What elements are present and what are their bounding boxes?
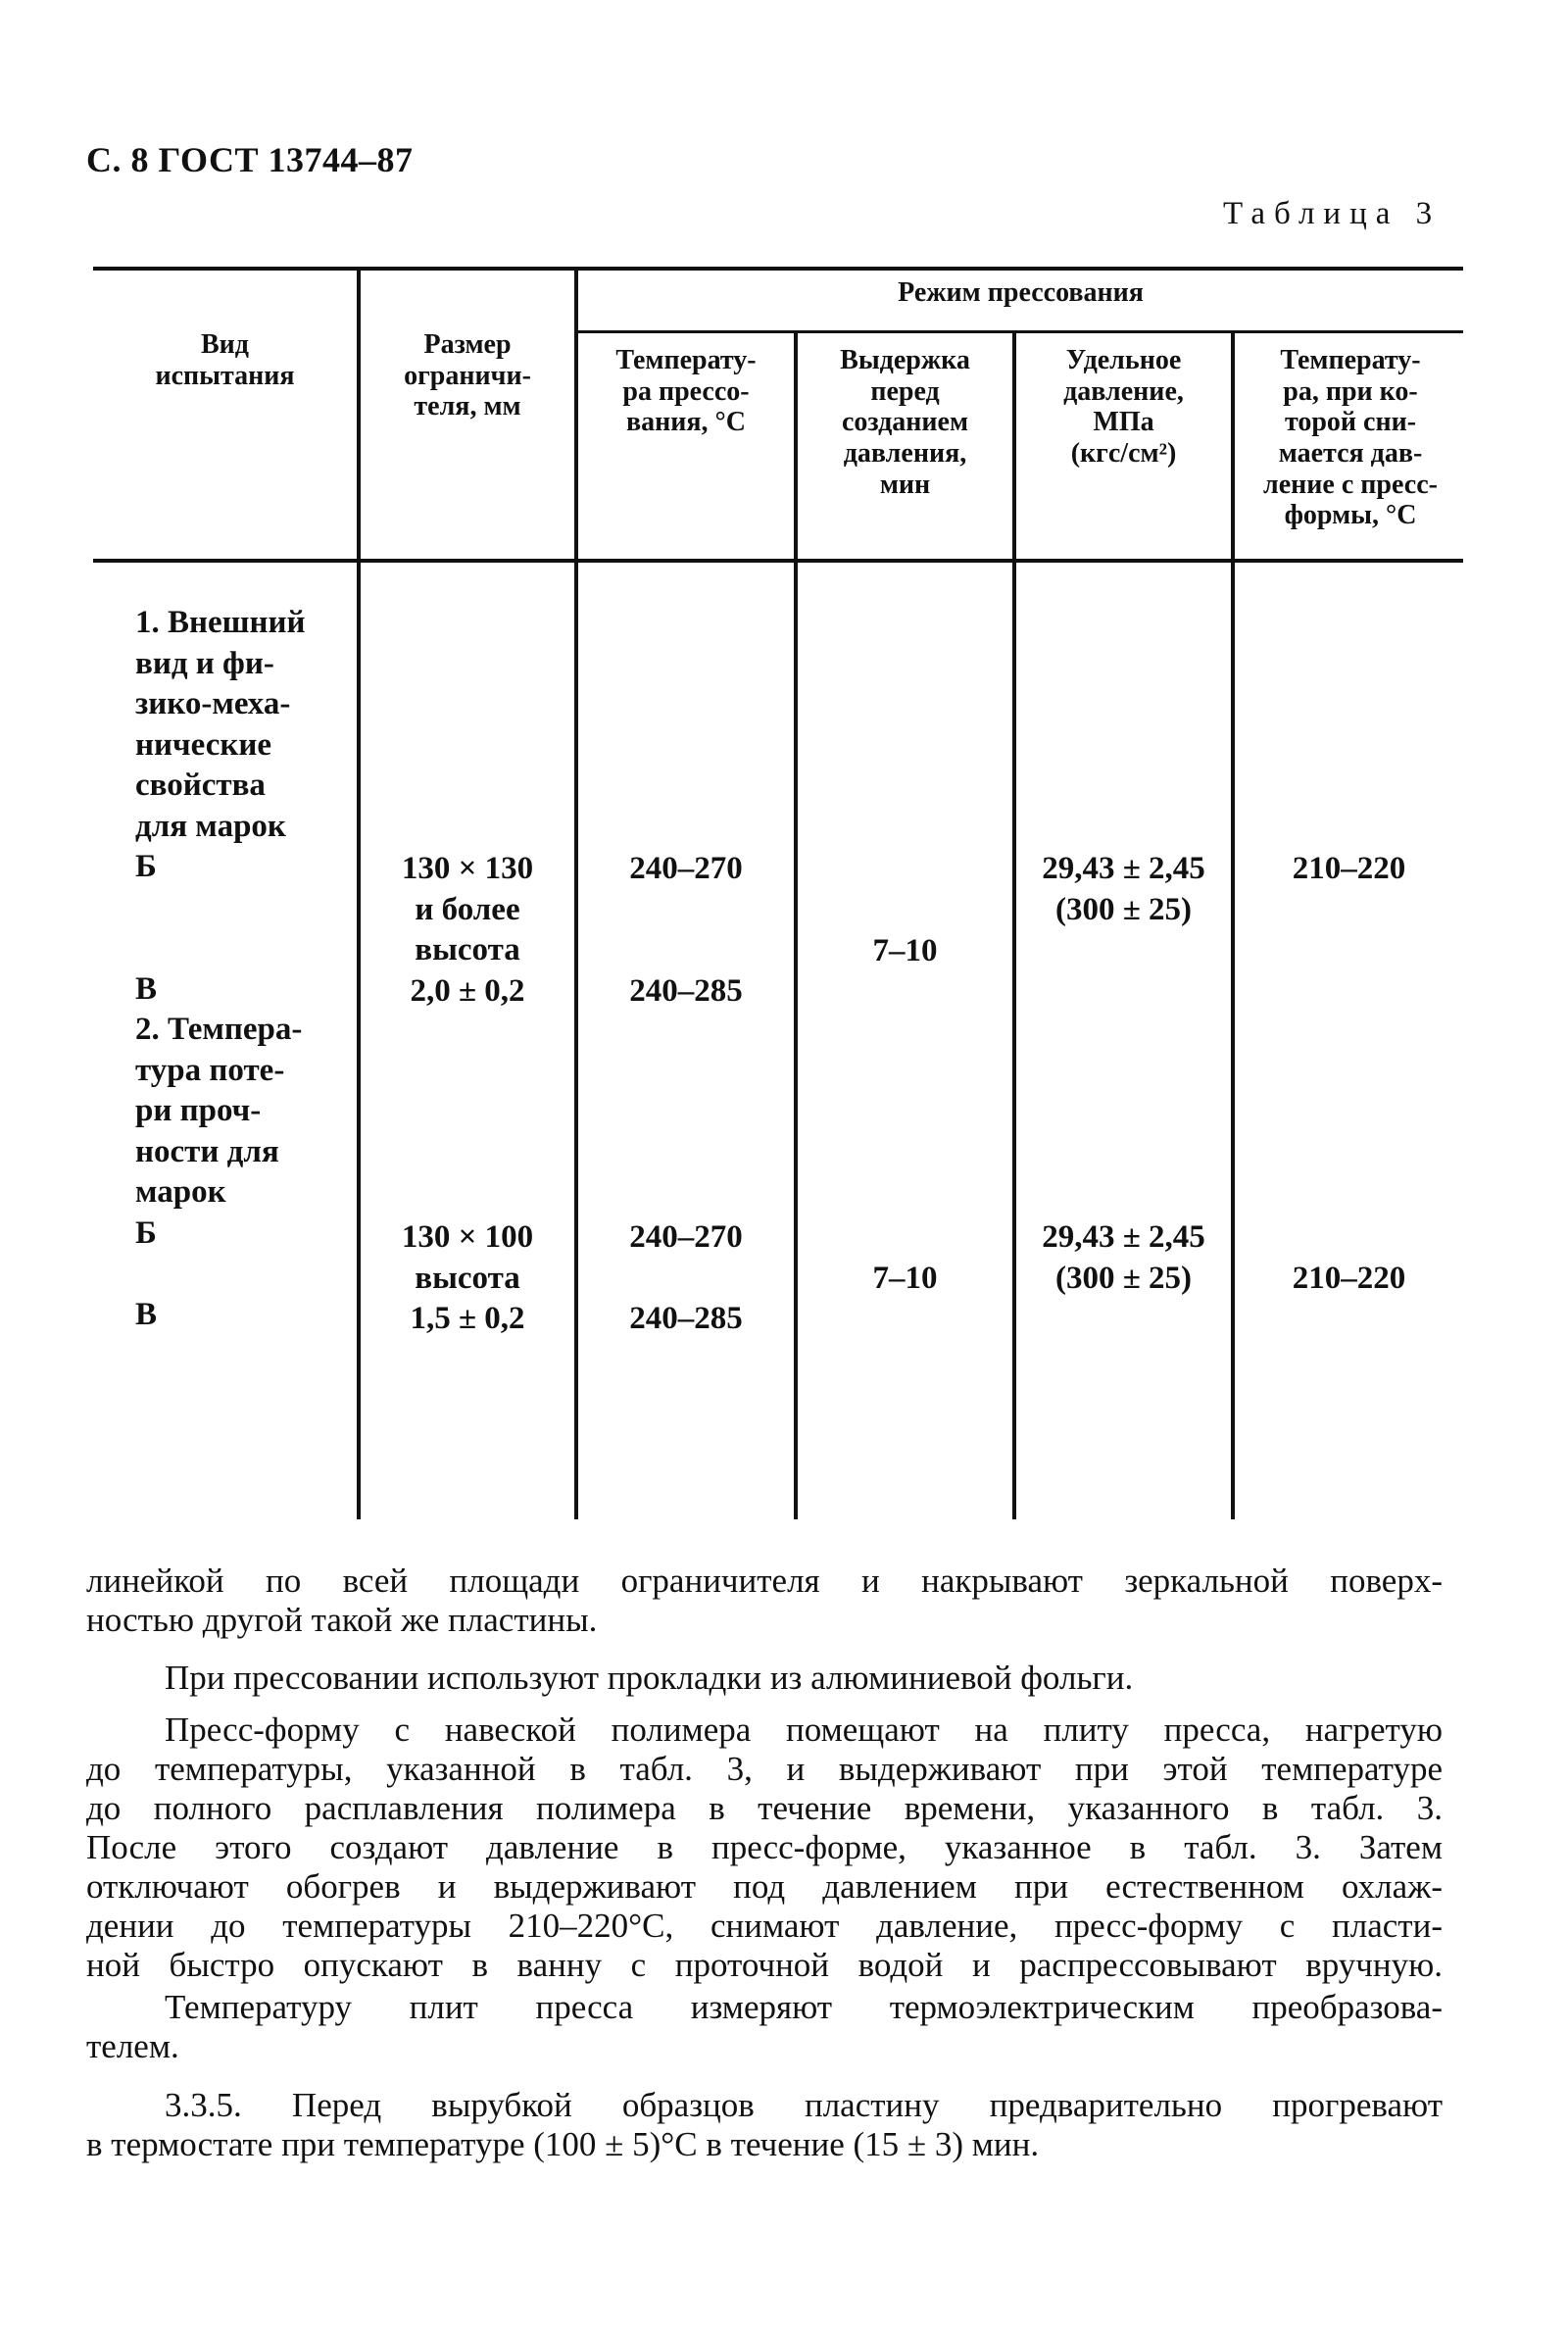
col-divider-3 xyxy=(794,330,798,1519)
col-header-hold-time: Выдержка перед созданием давления, мин xyxy=(840,345,970,500)
table-label: Таблица 3 xyxy=(1223,196,1442,231)
text-line: линейкой по всей площади ограничителя и накрывают зеркальной поверх- xyxy=(86,1562,1443,1600)
text-line: Пресс-форму с навеской полимера помещают на плиту пресса, нагретую xyxy=(165,1710,1443,1749)
text-line: дении до температуры 210–220°С, снимают давление, пресс-форму с пласти- xyxy=(86,1907,1443,1945)
body-hold-time-1: 7–10 xyxy=(872,933,938,968)
text-line: 3.3.5. Перед вырубкой образцов пластину предварительно прогревают xyxy=(165,2086,1443,2124)
col-header-limiter-size: Размер ограничи- теля, мм xyxy=(404,329,531,422)
text-line: Температуру плит пресса измеряют термоэлектрическим преобразова- xyxy=(165,1988,1443,2026)
col-header-release-temp: Температу- ра, при ко- торой сни- мается дав- ление с пресс- формы, °С xyxy=(1263,345,1438,531)
paragraph-press-procedure xyxy=(86,1710,1443,1985)
text-line: до полного расплавления полимера в течение времени, указанного в табл. 3. xyxy=(86,1789,1443,1827)
body-limiter-size-2: 130 × 100 высота 1,5 ± 0,2 xyxy=(401,1219,534,1336)
paragraph-continuation xyxy=(86,1562,1443,1640)
body-test-types: 1. Внешний вид и фи- зико-меха- нические свойства для марок Б В 2. Темпера- тура поте- ри проч- ности для марок Б В xyxy=(135,605,306,1332)
body-pressure-1: 29,43 ± 2,45 (300 ± 25) xyxy=(1042,851,1205,927)
page-header: С. 8 ГОСТ 13744–87 xyxy=(86,140,414,179)
text-line: в термостате при температуре (100 ± 5)°С в течение (15 ± 3) мин. xyxy=(86,2125,1040,2163)
table-top-rule xyxy=(93,267,1463,271)
group-header-pressing-mode: Режим прессования xyxy=(898,277,1144,308)
body-release-temp-1: 210–220 xyxy=(1292,851,1406,886)
text-line: до температуры, указанной в табл. 3, и выдерживают при этой температуре xyxy=(86,1750,1443,1788)
text-line: телем. xyxy=(86,2027,179,2065)
paragraph-temperature-measurement xyxy=(86,1988,1443,2066)
col-header-test-type: Вид испытания xyxy=(155,329,295,391)
group-header-rule xyxy=(576,330,1463,333)
paragraph-foil-gaskets xyxy=(86,1659,1443,1698)
body-limiter-size-1: 130 × 130 и более высота 2,0 ± 0,2 xyxy=(401,851,534,1009)
text-line: После этого создают давление в пресс-форме, указанное в табл. 3. Затем xyxy=(86,1828,1443,1866)
text-line: ной быстро опускают в ванну с проточной водой и распрессовывают вручную. xyxy=(86,1946,1443,1984)
body-pressure-2: 29,43 ± 2,45 (300 ± 25) xyxy=(1042,1219,1205,1296)
text-line: отключают обогрев и выдерживают под давлением при естественном охлаж- xyxy=(86,1867,1443,1906)
body-hold-time-2: 7–10 xyxy=(872,1261,938,1296)
body-press-temp-1: 240–270 240–285 xyxy=(629,851,743,1009)
body-press-temp-2: 240–270 240–285 xyxy=(629,1219,743,1336)
header-bottom-rule xyxy=(93,559,1463,563)
col-header-press-temp: Температу- ра прессо- вания, °С xyxy=(615,345,757,438)
text-line: При прессовании используют прокладки из алюминиевой фольги. xyxy=(165,1659,1134,1697)
text-line: ностью другой такой же пластины. xyxy=(86,1601,598,1639)
paragraph-3-3-5 xyxy=(86,2086,1443,2164)
body-release-temp-2: 210–220 xyxy=(1292,1261,1406,1296)
col-header-pressure: Удельное давление, МПа (кгс/см²) xyxy=(1063,345,1184,469)
